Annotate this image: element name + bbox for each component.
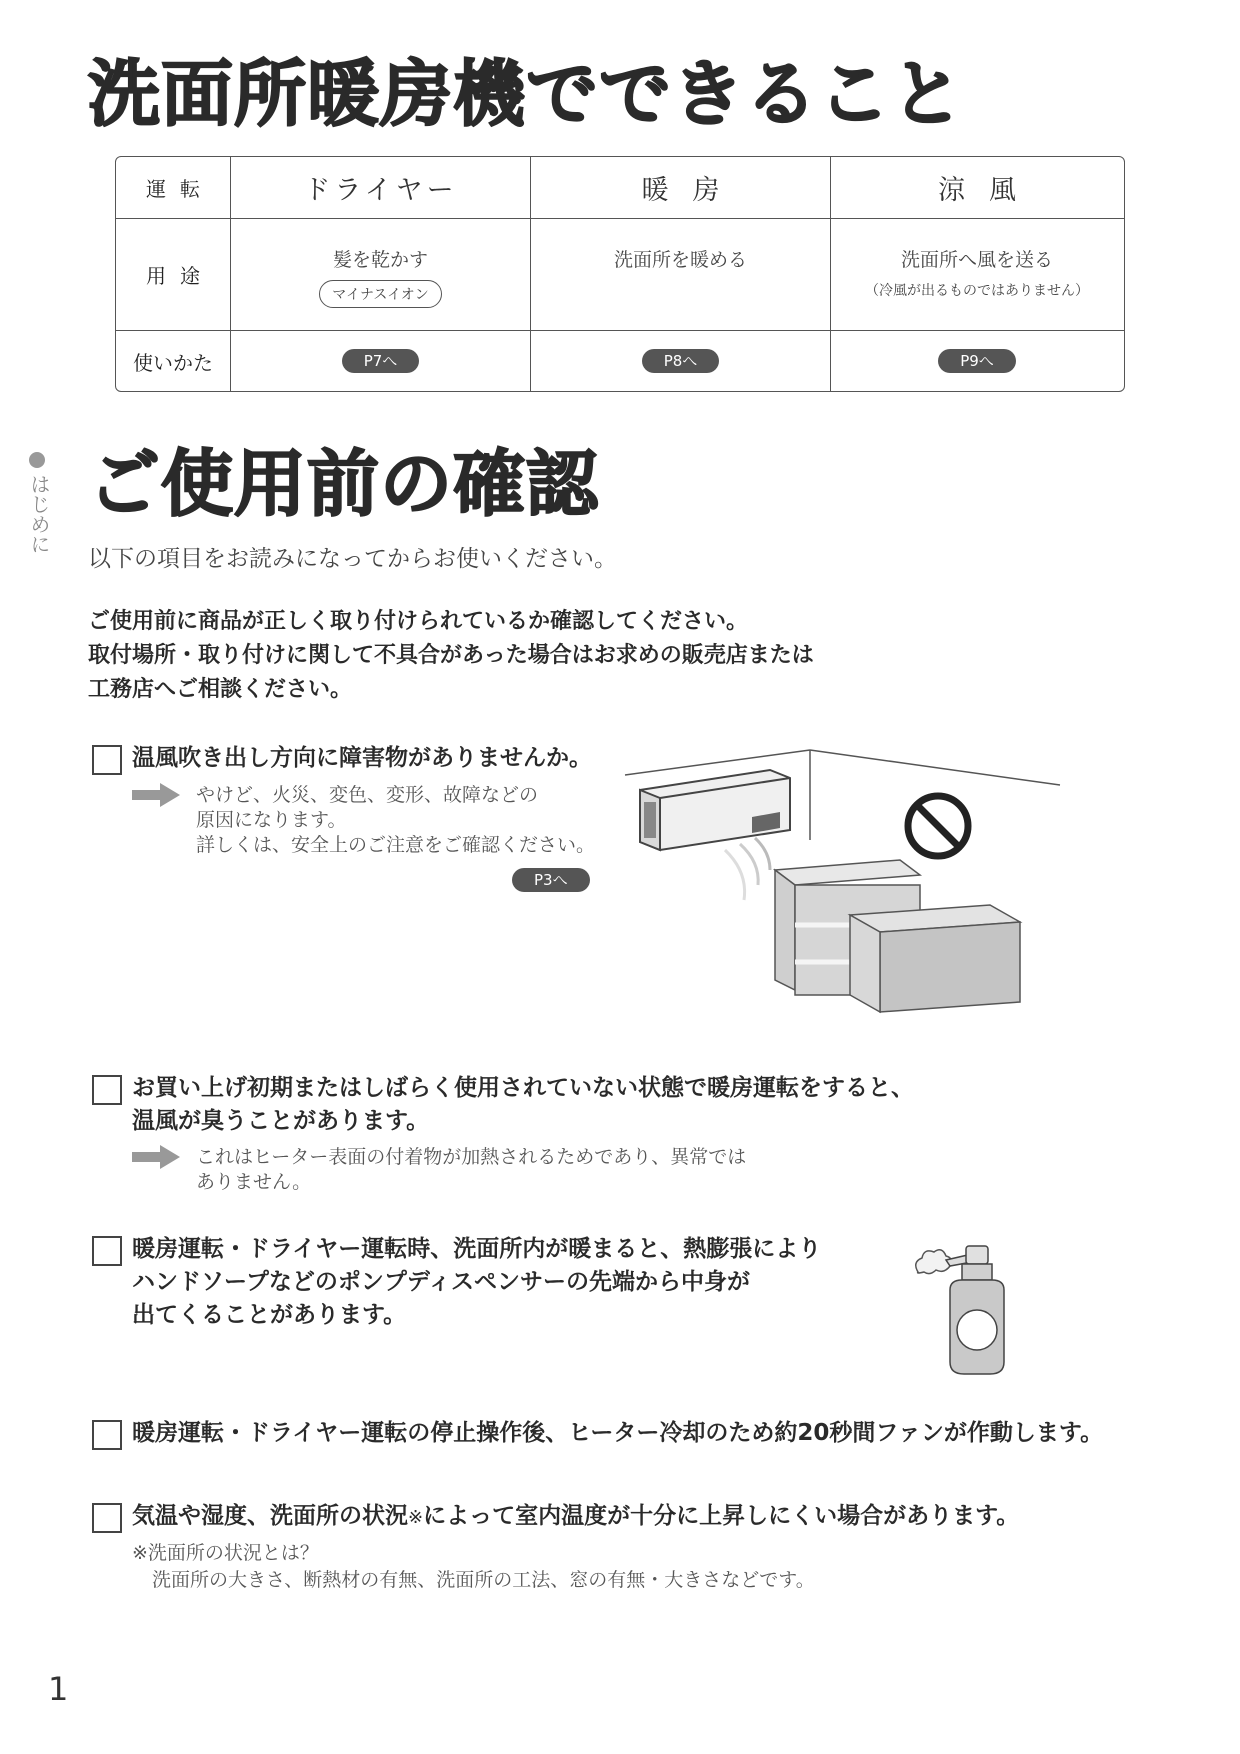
item-title (132, 1072, 914, 1138)
purpose-dryer-text: 髪を乾かす (332, 249, 428, 271)
item-title: 温風吹き出し方向に障害物がありませんか。 (132, 745, 592, 771)
mode-dryer: ドライヤー (231, 157, 531, 218)
arrow-right-icon (132, 1145, 180, 1169)
notice-line: 取付場所・取り付けに関して不具合があった場合はお求めの販売店または (88, 643, 814, 668)
detail-line: 原因になります。 (196, 809, 347, 831)
row-label-operation: 運転 (116, 157, 231, 218)
detail-line: これはヒーター表面の付着物が加熱されるためであり、異常では (196, 1146, 747, 1168)
footnote-line: 洗面所の大きさ、断熱材の有無、洗面所の工法、窓の有無・大きさなどです。 (152, 1569, 815, 1591)
row-label-purpose: 用途 (116, 219, 231, 330)
page-ref-p8[interactable]: P8へ (642, 349, 720, 373)
table-header-row (116, 157, 1124, 219)
page-ref-p9[interactable]: P9へ (938, 349, 1016, 373)
pump-dispenser-illustration (910, 1238, 1020, 1378)
side-tab-label: はじめに (27, 474, 51, 554)
feature-table (115, 156, 1125, 392)
purpose-heating-text: 洗面所を暖める (613, 249, 747, 271)
checkbox[interactable] (92, 1075, 122, 1105)
footnote (132, 1540, 815, 1594)
item-title: 暖房運転・ドライヤー運転の停止操作後、ヒーター冷却のため約20秒間ファンが作動します。 (132, 1420, 1104, 1446)
heater-obstacle-illustration (620, 740, 1070, 1020)
title-text: 気温や湿度、洗面所の状況 (132, 1503, 408, 1529)
title-line: 暖房運転・ドライヤー運転時、洗面所内が暖まると、熱膨張により (132, 1236, 822, 1262)
usage-cool-breeze (831, 331, 1123, 391)
notice-line: 工務店へご相談ください。 (88, 677, 353, 702)
row-label-usage: 使いかた (116, 331, 231, 391)
section-title: ご使用前の確認 (88, 442, 600, 526)
title-text: によって室内温度が十分に上昇しにくい場合があります。 (423, 1503, 1020, 1529)
purpose-cool-note: （冷風が出るものではありません） (865, 283, 1089, 299)
item-title (132, 1233, 821, 1332)
page-ref-p7[interactable]: P7へ (342, 349, 420, 373)
side-section-tab (26, 452, 51, 554)
checkbox[interactable] (92, 1236, 122, 1266)
notice-line: ご使用前に商品が正しく取り付けられているか確認してください。 (88, 609, 749, 634)
page-ref-p3[interactable]: P3へ (512, 868, 590, 892)
table-usage-row (116, 331, 1124, 391)
title-line: 温風が臭うことがあります。 (132, 1108, 430, 1134)
minus-ion-badge: マイナスイオン (319, 280, 441, 308)
purpose-cool-breeze (831, 219, 1123, 330)
checkbox[interactable] (92, 1503, 122, 1533)
installation-notice (88, 605, 814, 707)
title-line: ハンドソープなどのポンプディスペンサーの先端から中身が (132, 1269, 751, 1295)
lead-text: 以下の項目をお読みになってからお使いください。 (88, 546, 617, 572)
mode-cool-breeze: 涼風 (938, 175, 1040, 206)
page-title: 洗面所暖房機でできること (88, 52, 965, 136)
item-detail (196, 783, 595, 858)
detail-line: やけど、火災、変色、変形、故障などの (196, 784, 539, 806)
arrow-right-icon (132, 783, 180, 807)
purpose-heating (531, 219, 831, 330)
tab-dot-icon (29, 452, 45, 468)
purpose-dryer (231, 219, 531, 330)
detail-line: 詳しくは、安全上のご注意をご確認ください。 (196, 834, 596, 856)
checkbox[interactable] (92, 1420, 122, 1450)
purpose-cool-text: 洗面所へ風を送る (900, 249, 1053, 271)
title-line: お買い上げ初期またはしばらく使用されていない状態で暖房運転をすると、 (132, 1075, 914, 1101)
title-line: 出てくることがあります。 (132, 1302, 407, 1328)
table-purpose-row (116, 219, 1124, 331)
usage-dryer (231, 331, 531, 391)
checkbox[interactable] (92, 745, 122, 775)
usage-heating (531, 331, 831, 391)
footnote-mark: ※ (408, 1507, 424, 1528)
footnote-line: ※洗面所の状況とは？ (132, 1542, 319, 1564)
item-title (132, 1500, 1019, 1534)
mode-heating: 暖房 (531, 157, 831, 218)
page-number: 1 (48, 1670, 69, 1708)
detail-line: ありません。 (196, 1171, 312, 1193)
item-detail (196, 1145, 746, 1195)
